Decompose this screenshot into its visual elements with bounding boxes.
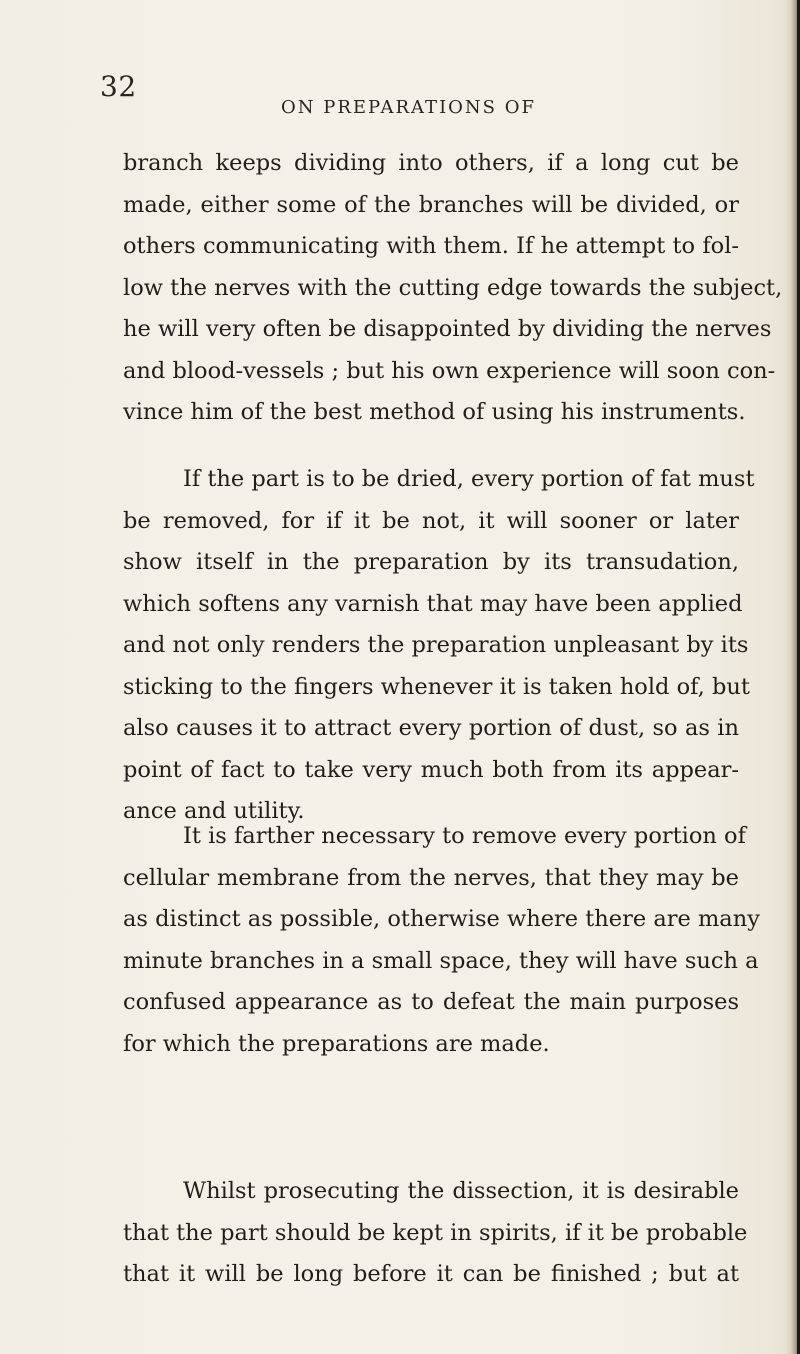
text-line: low the nerves with the cutting edge towards the subject, xyxy=(123,274,783,301)
text-line: which softens any varnish that may have been applied xyxy=(123,590,743,617)
text-line: confused appearance as to defeat the main purposes xyxy=(123,989,739,1015)
text-line: ance and utility. xyxy=(123,798,305,824)
text-line: branch keeps dividing into others, if a long cut be xyxy=(123,150,739,176)
text-line: Whilst prosecuting the dissection, it is desirable xyxy=(183,1178,739,1204)
text-line: and not only renders the preparation unpleasant by its xyxy=(123,632,749,658)
text-line: vince him of the best method of using his instruments. xyxy=(123,399,746,425)
text-line: minute branches in a small space, they will have such a xyxy=(123,947,759,974)
text-line: he will very often be disappointed by dividing the nerves xyxy=(123,316,772,342)
paragraph-4 xyxy=(123,1171,748,1296)
text-line: cellular membrane from the nerves, that they may be xyxy=(123,864,739,891)
running-head: ON PREPARATIONS OF xyxy=(281,97,536,118)
text-line: It is farther necessary to remove every portion of xyxy=(183,823,746,849)
text-line: and blood-vessels ; but his own experience will soon con- xyxy=(123,357,776,384)
text-line: for which the preparations are made. xyxy=(123,1030,550,1057)
text-line: also causes it to attract every portion of dust, so as in xyxy=(123,715,739,741)
paragraph-3 xyxy=(123,816,760,1065)
text-line: point of fact to take very much both from its appear- xyxy=(123,756,739,783)
text-line: made, either some of the branches will be divided, or xyxy=(123,191,739,218)
text-line: that the part should be kept in spirits, if it be probable xyxy=(123,1219,748,1246)
page-number: 32 xyxy=(100,70,137,103)
text-line: that it will be long before it can be finished ; but at xyxy=(123,1261,739,1287)
text-line: others communicating with them. If he attempt to fol- xyxy=(123,233,739,259)
text-line: sticking to the fingers whenever it is taken hold of, but xyxy=(123,673,750,700)
text-line: show itself in the preparation by its transudation, xyxy=(123,549,739,575)
text-line: be removed, for if it be not, it will sooner or later xyxy=(123,507,739,534)
text-line: as distinct as possible, otherwise where there are many xyxy=(123,906,760,932)
paragraph-1 xyxy=(123,143,783,434)
text-line: If the part is to be dried, every portion of fat must xyxy=(183,466,755,492)
paragraph-2 xyxy=(123,459,755,833)
